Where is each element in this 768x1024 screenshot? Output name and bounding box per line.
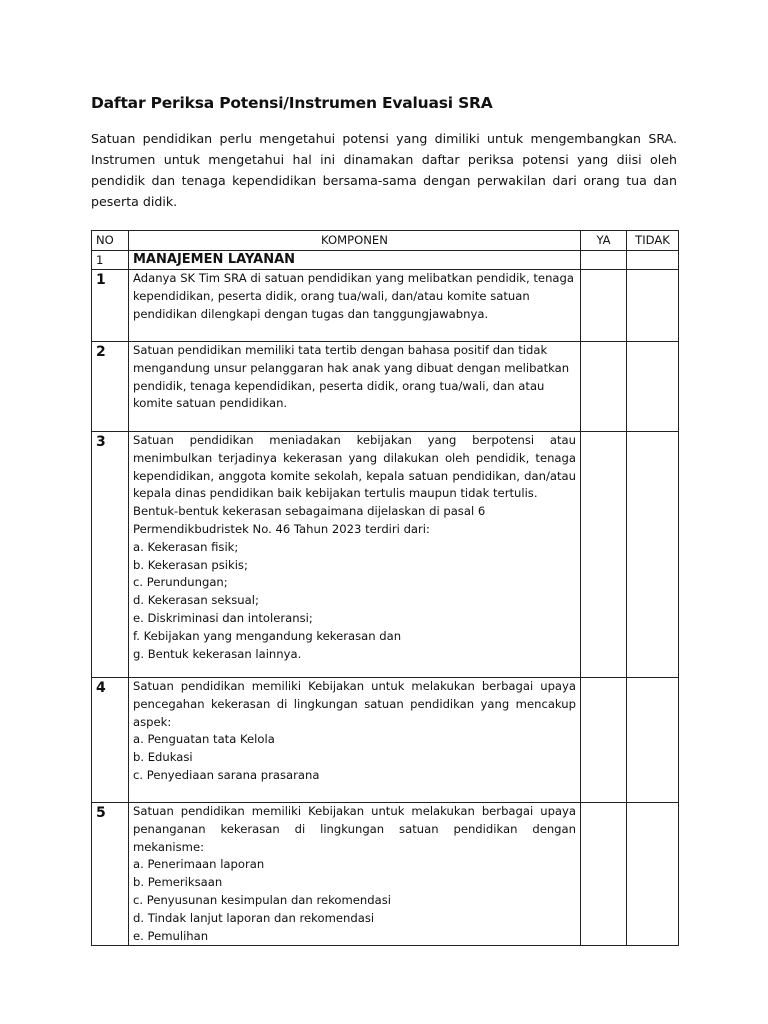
- row-text-secondary: Bentuk-bentuk kekerasan sebagaimana dijelaskan di pasal 6 Permendikbudristek No. 46 Tahun 2023 terdiri dari:: [133, 504, 486, 536]
- document-title: Daftar Periksa Potensi/Instrumen Evaluasi SRA: [91, 94, 493, 112]
- row-tidak-cell[interactable]: [627, 342, 679, 432]
- list-item: b. Kekerasan psikis;: [133, 557, 248, 572]
- section-number: [92, 251, 129, 270]
- list-item: e. Diskriminasi dan intoleransi;: [133, 610, 313, 625]
- list-item: e. Pemulihan: [133, 928, 209, 943]
- row-tidak-cell[interactable]: [627, 270, 679, 342]
- row-number: 4: [96, 680, 106, 696]
- list-item: g. Bentuk kekerasan lainnya.: [133, 646, 302, 661]
- section-tidak-cell[interactable]: [627, 251, 679, 270]
- row-komponen: [129, 678, 581, 803]
- row-text: Satuan pendidikan memiliki tata tertib dengan bahasa positif dan tidak mengandung unsur pelanggaran hak anak yang dibuat dengan melibatkan pendidik, tenaga kependidikan, peserta didik, orang tua/wali, dan atau komite satuan pendidikan.: [133, 343, 570, 411]
- row-ya-cell[interactable]: [581, 342, 627, 432]
- header-komponen: KOMPONEN: [129, 231, 581, 251]
- list-item: b. Edukasi: [133, 750, 193, 765]
- section-ya-cell[interactable]: [581, 251, 627, 270]
- list-item: c. Penyediaan sarana prasarana: [133, 767, 320, 782]
- list-item: b. Pemeriksaan: [133, 875, 223, 890]
- row-komponen: [129, 803, 581, 946]
- row-tidak-cell[interactable]: [627, 803, 679, 946]
- section-row: [92, 251, 679, 270]
- list-item: a. Penerimaan laporan: [133, 857, 265, 872]
- list-item: d. Tindak lanjut laporan dan rekomendasi: [133, 910, 375, 925]
- table-row: [92, 803, 679, 946]
- row-tidak-cell[interactable]: [627, 678, 679, 803]
- list-item: c. Perundungan;: [133, 575, 228, 590]
- list-item: f. Kebijakan yang mengandung kekerasan dan: [133, 628, 402, 643]
- section-number-text: 1: [96, 253, 104, 267]
- row-number: 2: [96, 344, 106, 360]
- row-number: 3: [96, 434, 106, 450]
- row-text: Satuan pendidikan memiliki Kebijakan untuk melakukan berbagai upaya penanganan kekerasan di lingkungan satuan pendidikan dengan mekanisme:: [133, 804, 576, 854]
- list-item: a. Penguatan tata Kelola: [133, 732, 275, 747]
- list-item: d. Kekerasan seksual;: [133, 593, 259, 608]
- table-row: [92, 342, 679, 432]
- intro-paragraph: Satuan pendidikan perlu mengetahui potensi yang dimiliki untuk mengembangkan SRA. Instrumen untuk mengetahui hal ini dinamakan daftar periksa potensi yang diisi oleh pendidik dan tenaga kependidikan bersama-sama dengan perwakilan dari orang tua dan peserta didik.: [91, 131, 677, 209]
- checklist-table: [91, 230, 679, 946]
- section-title-cell: [129, 251, 581, 270]
- table-row: [92, 432, 679, 678]
- table-header-row: [92, 231, 679, 251]
- row-komponen: [129, 270, 581, 342]
- header-ya: YA: [581, 231, 627, 251]
- row-text: Satuan pendidikan memiliki Kebijakan untuk melakukan berbagai upaya pencegahan kekerasan di lingkungan satuan pendidikan yang mencakup aspek:: [133, 679, 576, 729]
- list-item: c. Penyusunan kesimpulan dan rekomendasi: [133, 892, 391, 907]
- row-komponen: [129, 342, 581, 432]
- section-title: MANAJEMEN LAYANAN: [133, 252, 296, 267]
- row-ya-cell[interactable]: [581, 432, 627, 678]
- row-komponen: [129, 432, 581, 678]
- row-ya-cell[interactable]: [581, 270, 627, 342]
- row-number: 5: [96, 805, 106, 821]
- header-tidak: TIDAK: [627, 231, 679, 251]
- table-row: [92, 678, 679, 803]
- table-row: [92, 270, 679, 342]
- list-item: a. Kekerasan fisik;: [133, 539, 239, 554]
- row-ya-cell[interactable]: [581, 678, 627, 803]
- row-number: 1: [96, 272, 106, 288]
- header-no: NO: [92, 231, 129, 251]
- row-text: Satuan pendidikan meniadakan kebijakan yang berpotensi atau menimbulkan terjadinya kekerasan yang dilakukan oleh pendidik, tenaga kependidikan, anggota komite sekolah, kepala satuan pendidikan, dan/atau kepala dinas pendidikan baik kebijakan tertulis maupun tidak tertulis.: [133, 433, 576, 501]
- row-text: Adanya SK Tim SRA di satuan pendidikan yang melibatkan pendidik, tenaga kependidikan, peserta didik, orang tua/wali, dan/atau komite satuan pendidikan dilengkapi dengan tugas dan tanggungjawabnya.: [133, 271, 574, 321]
- row-ya-cell[interactable]: [581, 803, 627, 946]
- row-tidak-cell[interactable]: [627, 432, 679, 678]
